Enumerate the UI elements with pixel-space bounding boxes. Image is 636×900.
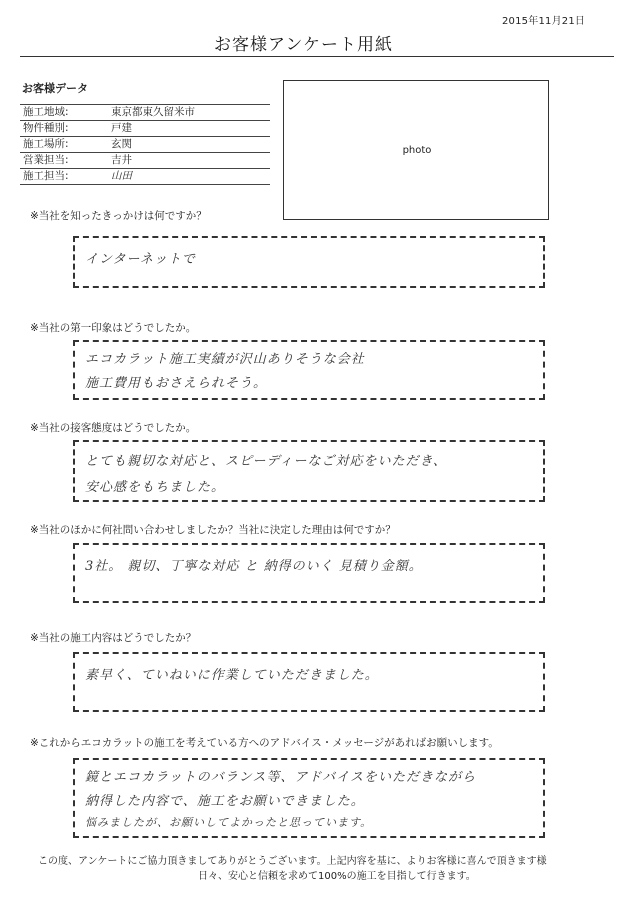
answer-6-line-3: 悩みましたが、お願いしてよかったと思っています。: [85, 816, 373, 829]
answer-2-box: [73, 340, 545, 400]
question-2-label: ※当社の第一印象はどうでしたか。: [30, 322, 197, 334]
row-value: 東京都東久留米市: [111, 106, 195, 118]
row-label: 営業担当:: [23, 154, 69, 166]
row-value: 戸建: [111, 122, 132, 134]
answer-3-box: [73, 440, 545, 502]
customer-row-area: [20, 104, 270, 120]
customer-row-sales-rep: [20, 152, 270, 168]
customer-data-heading: お客様データ: [22, 82, 88, 95]
question-5-label: ※当社の施工内容はどうでしたか？: [30, 632, 197, 644]
row-label: 施工担当:: [23, 170, 69, 182]
customer-row-property-type: [20, 120, 270, 136]
photo-placeholder: [283, 80, 549, 220]
footer-line-1: この度、アンケートにご協力頂きましてありがとうございます。上記内容を基に、よりお客様に喜んで頂きます様: [38, 856, 547, 867]
customer-row-installer: [20, 168, 270, 185]
answer-4-box: [73, 543, 545, 603]
answer-5-box: [73, 652, 545, 712]
question-3-label: ※当社の接客態度はどうでしたか。: [30, 422, 197, 434]
question-4-label: ※当社のほかに何社問い合わせしましたか？当社に決定した理由は何ですか？: [30, 524, 396, 536]
answer-6-box: [73, 758, 545, 838]
photo-label: photo: [402, 145, 432, 156]
customer-row-location: [20, 136, 270, 152]
answer-3-line-1: とても親切な対応と、スピーディーなご対応をいただき、: [85, 454, 447, 469]
question-6-label: ※これからエコカラットの施工を考えている方へのアドバイス・メッセージがあればお願いします。: [30, 737, 499, 749]
answer-4-line-1: 3社。 親切、丁寧な対応 と 納得のいく 見積り金額。: [85, 559, 423, 574]
answer-6-line-2: 納得した内容で、施工をお願いできました。: [85, 794, 365, 809]
answer-2-line-1: エコカラット施工実績が沢山ありそうな会社: [85, 352, 365, 367]
answer-2-line-2: 施工費用もおさえられそう。: [85, 376, 268, 391]
row-label: 施工場所:: [23, 138, 69, 150]
answer-6-line-1: 鏡とエコカラットのバランス等、アドバイスをいただきながら: [85, 770, 476, 785]
answer-1-box: [73, 236, 545, 288]
title-underline: [20, 56, 614, 57]
answer-5-line-1: 素早く、ていねいに作業していただきました。: [85, 668, 379, 683]
answer-1-line-1: インターネットで: [85, 252, 196, 267]
row-value: 玄関: [111, 138, 132, 150]
row-label: 物件種別:: [23, 122, 69, 134]
question-1-label: ※当社を知ったきっかけは何ですか？: [30, 210, 207, 222]
answer-3-line-2: 安心感をもちました。: [85, 480, 226, 495]
customer-data-table: [20, 104, 270, 185]
row-value: 吉井: [111, 154, 132, 166]
footer-line-2: 日々、安心と信頼を求めて100%の施工を目指して行きます。: [198, 871, 476, 882]
page-title: お客様アンケート用紙: [214, 35, 393, 55]
row-value-handwritten: 山田: [111, 170, 132, 182]
row-label: 施工地域:: [23, 106, 69, 118]
survey-date: 2015年11月21日: [502, 16, 586, 27]
